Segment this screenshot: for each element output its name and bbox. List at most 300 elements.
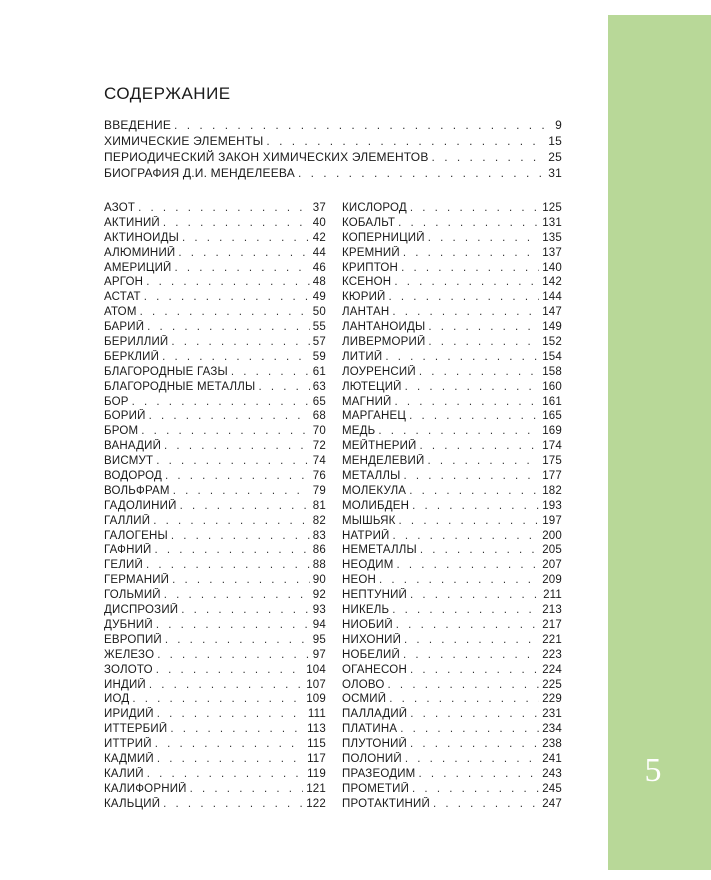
toc-entry-page: 61 <box>312 365 326 378</box>
toc-entry-page: 224 <box>542 663 562 676</box>
toc-entry-page: 247 <box>542 797 562 810</box>
toc-entry-page: 245 <box>542 782 562 795</box>
toc-entry <box>104 663 326 678</box>
toc-entry <box>342 678 562 693</box>
toc-leader-dots <box>157 707 305 722</box>
toc-entry-page: 205 <box>542 544 562 557</box>
toc-entry-page: 161 <box>542 395 562 408</box>
toc-entry <box>104 603 326 618</box>
toc-entry <box>104 166 562 182</box>
toc-entry <box>342 588 562 603</box>
toc-leader-dots <box>156 454 310 469</box>
toc-entry-name: АМЕРИЦИЙ <box>104 261 172 274</box>
toc-leader-dots <box>132 692 303 707</box>
toc-entry <box>104 797 326 812</box>
toc-entry-name: ИТТЕРБИЙ <box>104 723 168 736</box>
toc-entry <box>104 395 326 410</box>
toc-leader-dots <box>379 573 539 588</box>
toc-entry-name: НИКЕЛЬ <box>342 604 390 617</box>
toc-entry <box>104 469 326 484</box>
toc-leader-dots <box>398 216 539 231</box>
toc-entry <box>104 275 326 290</box>
toc-leader-dots <box>404 633 539 648</box>
toc-leader-dots <box>409 409 539 424</box>
toc-entry-page: 90 <box>312 574 326 587</box>
toc-entry-name: АРГОН <box>104 276 144 289</box>
toc-entry-name: АЗОТ <box>104 202 136 214</box>
toc-leader-dots <box>403 246 539 261</box>
toc-entry <box>104 543 326 558</box>
toc-leader-dots <box>171 529 310 544</box>
toc-entry-page: 81 <box>312 499 326 512</box>
toc-entry-page: 92 <box>312 589 326 602</box>
toc-entry <box>342 246 562 261</box>
toc-entry-page: 135 <box>542 231 562 244</box>
toc-entry <box>342 365 562 380</box>
toc-entry-name: ПОЛОНИЙ <box>342 752 402 765</box>
toc-entry-page: 104 <box>306 663 326 676</box>
toc-entry-page: 76 <box>312 470 326 483</box>
toc-entry-name: КАЛИЙ <box>104 767 144 780</box>
toc-entry <box>342 201 562 216</box>
toc-entry <box>104 305 326 320</box>
toc-leader-dots <box>392 603 539 618</box>
toc-entry-page: 158 <box>542 365 562 378</box>
toc-entry <box>104 529 326 544</box>
toc-entry <box>104 335 326 350</box>
toc-entry-page: 182 <box>542 484 562 497</box>
toc-leader-dots <box>385 350 539 365</box>
toc-entry-name: АКТИНОИДЫ <box>104 231 179 244</box>
toc-entry-page: 42 <box>312 231 326 244</box>
toc-entry-page: 113 <box>307 723 326 736</box>
toc-entry <box>104 752 326 767</box>
toc-leader-dots <box>410 588 540 603</box>
toc-entry <box>104 648 326 663</box>
toc-entry-name: БЛАГОРОДНЫЕ МЕТАЛЛЫ <box>104 380 256 393</box>
page-number: 5 <box>644 752 662 789</box>
toc-entry-name: АСТАТ <box>104 291 141 304</box>
side-tab <box>608 15 711 870</box>
toc-leader-dots <box>389 692 539 707</box>
toc-entry-name: МЕТАЛЛЫ <box>342 470 401 483</box>
toc-column-right <box>342 201 562 812</box>
toc-entry <box>104 454 326 469</box>
toc-entry <box>104 514 326 529</box>
toc-entry-name: ДИСПРОЗИЙ <box>104 604 179 617</box>
toc-entry <box>104 409 326 424</box>
toc-entry-name: ГОЛЬМИЙ <box>104 589 161 602</box>
toc-entry-name: ПЕРИОДИЧЕСКИЙ ЗАКОН ХИМИЧЕСКИХ ЭЛЕМЕНТОВ <box>104 149 429 164</box>
toc-leader-dots <box>170 722 304 737</box>
toc-entry-name: НЕПТУНИЙ <box>342 589 408 602</box>
toc-leader-dots <box>410 663 539 678</box>
toc-entry-name: КАЛИФОРНИЙ <box>104 782 187 795</box>
toc-entry-name: ДУБНИЙ <box>104 618 153 631</box>
toc-entry-name: ГАДОЛИНИЙ <box>104 499 177 512</box>
toc-entry-name: МОЛЕКУЛА <box>342 484 407 497</box>
toc-entry-page: 37 <box>312 202 326 214</box>
toc-entry <box>104 365 326 380</box>
toc-entry-page: 111 <box>307 708 326 721</box>
toc-entry-page: 229 <box>542 693 562 706</box>
toc-entry-page: 152 <box>542 336 562 349</box>
toc-leader-dots <box>155 543 310 558</box>
toc-entry-page: 25 <box>548 149 562 164</box>
toc-entry-name: МАРГАНЕЦ <box>342 410 407 423</box>
toc-leader-dots <box>428 320 539 335</box>
toc-leader-dots <box>412 782 539 797</box>
toc-entry-page: 93 <box>312 604 326 617</box>
toc-entry <box>342 395 562 410</box>
toc-entry-name: ВОЛЬФРАМ <box>104 484 170 497</box>
toc-leader-dots <box>174 118 552 134</box>
toc-entry-page: 193 <box>542 499 562 512</box>
toc-entry-name: ГЕЛИЙ <box>104 559 143 572</box>
toc-entry <box>104 231 326 246</box>
toc-leader-dots <box>175 261 310 276</box>
toc-entry <box>104 350 326 365</box>
toc-entry <box>342 707 562 722</box>
toc-entry-page: 149 <box>542 321 562 334</box>
toc-entry-name: КСЕНОН <box>342 276 392 289</box>
toc-entry <box>104 633 326 648</box>
toc-entry <box>342 350 562 365</box>
toc-entry-page: 15 <box>548 133 562 148</box>
toc-leader-dots <box>132 395 310 410</box>
toc-entry-name: НИОБИЙ <box>342 618 393 631</box>
toc-entry-page: 40 <box>312 216 326 229</box>
toc-leader-dots <box>395 395 540 410</box>
toc-entry <box>342 558 562 573</box>
toc-entry-page: 57 <box>312 336 326 349</box>
toc-entry-page: 72 <box>312 440 326 453</box>
toc-entry-page: 147 <box>542 306 562 319</box>
toc-entry <box>342 737 562 752</box>
toc-entry-page: 221 <box>542 633 562 646</box>
toc-entry <box>342 529 562 544</box>
toc-title: СОДЕРЖАНИЕ <box>104 84 231 103</box>
toc-entry <box>104 618 326 633</box>
toc-entry-name: МЕДЬ <box>342 425 376 438</box>
toc-entry-page: 154 <box>542 350 562 363</box>
toc-entry-name: ХИМИЧЕСКИЕ ЭЛЕМЕНТЫ <box>104 133 264 148</box>
toc-entry-name: КОБАЛЬТ <box>342 216 396 229</box>
toc-leader-dots <box>190 782 304 797</box>
main-toc-list <box>104 118 562 182</box>
toc-entry <box>342 648 562 663</box>
toc-entry <box>104 722 326 737</box>
toc-leader-dots <box>428 231 539 246</box>
toc-entry <box>104 118 562 134</box>
toc-leader-dots <box>138 201 310 216</box>
toc-entry-page: 121 <box>306 782 326 795</box>
toc-entry <box>342 305 562 320</box>
toc-leader-dots <box>258 380 309 395</box>
toc-entry <box>342 216 562 231</box>
toc-entry-name: ЛАНТАНОИДЫ <box>342 321 426 334</box>
toc-entry <box>342 722 562 737</box>
toc-entry-name: МЫШЬЯК <box>342 514 396 527</box>
toc-entry-page: 231 <box>542 708 562 721</box>
toc-leader-dots <box>378 424 539 439</box>
toc-leader-dots <box>412 499 539 514</box>
toc-entry-page: 88 <box>312 559 326 572</box>
toc-entry <box>342 409 562 424</box>
toc-entry-page: 48 <box>312 276 326 289</box>
toc-leader-dots <box>418 767 539 782</box>
toc-entry-name: НИХОНИЙ <box>342 633 402 646</box>
toc-entry <box>104 558 326 573</box>
toc-entry-page: 209 <box>542 574 562 587</box>
toc-entry-name: ВВЕДЕНИЕ <box>104 118 172 132</box>
toc-entry-page: 197 <box>542 514 562 527</box>
toc-entry-name: БЛАГОРОДНЫЕ ГАЗЫ <box>104 365 228 378</box>
toc-leader-dots <box>153 514 310 529</box>
toc-entry <box>104 380 326 395</box>
toc-entry <box>342 692 562 707</box>
toc-leader-dots <box>428 335 539 350</box>
toc-leader-dots <box>400 722 539 737</box>
toc-entry-name: ПЛУТОНИЙ <box>342 738 408 751</box>
toc-entry-name: БЕРКЛИЙ <box>104 350 160 363</box>
toc-leader-dots <box>147 767 304 782</box>
toc-entry-page: 140 <box>542 261 562 274</box>
toc-leader-dots <box>144 290 310 305</box>
toc-entry-page: 49 <box>312 291 326 304</box>
toc-entry-name: МОЛИБДЕН <box>342 499 410 512</box>
toc-leader-dots <box>388 678 540 693</box>
toc-entry-name: ЖЕЛЕЗО <box>104 648 155 661</box>
toc-entry-page: 44 <box>312 246 326 259</box>
toc-entry-page: 70 <box>312 425 326 438</box>
toc-leader-dots <box>149 409 310 424</box>
toc-entry-page: 160 <box>542 380 562 393</box>
toc-entry-name: КРИПТОН <box>342 261 399 274</box>
toc-entry-page: 211 <box>543 589 562 602</box>
toc-entry <box>342 424 562 439</box>
toc-entry-name: ГЕРМАНИЙ <box>104 574 170 587</box>
toc-leader-dots <box>156 618 310 633</box>
toc-leader-dots <box>404 469 540 484</box>
toc-entry-name: КАДМИЙ <box>104 752 154 765</box>
toc-entry-name: ЛАНТАН <box>342 306 390 319</box>
toc-entry-page: 217 <box>542 618 562 631</box>
toc-entry-name: ОЛОВО <box>342 678 385 691</box>
toc-entry <box>342 514 562 529</box>
toc-leader-dots <box>164 439 310 454</box>
toc-entry-page: 74 <box>312 455 326 468</box>
toc-entry <box>104 678 326 693</box>
toc-leader-dots <box>405 752 539 767</box>
toc-entry <box>104 484 326 499</box>
toc-entry <box>342 320 562 335</box>
toc-leader-dots <box>392 305 539 320</box>
toc-entry <box>104 588 326 603</box>
toc-entry-name: НЕОДИМ <box>342 559 394 572</box>
toc-entry <box>104 737 326 752</box>
toc-entry <box>342 261 562 276</box>
toc-leader-dots <box>172 573 310 588</box>
toc-entry-name: НОБЕЛИЙ <box>342 648 400 661</box>
toc-leader-dots <box>433 797 539 812</box>
toc-entry-name: ГАФНИЙ <box>104 544 152 557</box>
toc-entry-page: 142 <box>542 276 562 289</box>
toc-leader-dots <box>165 633 310 648</box>
toc-leader-dots <box>146 558 310 573</box>
toc-entry-page: 117 <box>307 752 326 765</box>
toc-leader-dots <box>420 439 540 454</box>
toc-leader-dots <box>231 365 310 380</box>
toc-entry <box>104 692 326 707</box>
toc-leader-dots <box>410 707 539 722</box>
toc-entry-page: 169 <box>542 425 562 438</box>
toc-entry-name: ПРАЗЕОДИМ <box>342 767 416 780</box>
toc-entry-page: 65 <box>312 395 326 408</box>
toc-entry-name: НАТРИЙ <box>342 529 390 542</box>
toc-entry <box>342 618 562 633</box>
toc-entry-name: КРЕМНИЙ <box>342 246 400 259</box>
toc-entry-page: 122 <box>306 797 326 810</box>
toc-entry <box>342 275 562 290</box>
toc-entry-name: АТОМ <box>104 306 137 319</box>
toc-leader-dots <box>401 261 539 276</box>
toc-leader-dots <box>155 737 304 752</box>
toc-entry <box>104 707 326 722</box>
toc-entry-page: 63 <box>312 380 326 393</box>
toc-leader-dots <box>393 529 540 544</box>
toc-entry-page: 234 <box>542 723 562 736</box>
toc-entry <box>342 499 562 514</box>
toc-entry-page: 109 <box>306 693 326 706</box>
toc-entry-page: 223 <box>542 648 562 661</box>
toc-leader-dots <box>394 275 539 290</box>
toc-entry-page: 68 <box>312 410 326 423</box>
toc-entry <box>342 782 562 797</box>
toc-leader-dots <box>147 320 310 335</box>
toc-leader-dots <box>396 618 539 633</box>
toc-entry-name: КЮРИЙ <box>342 291 386 304</box>
toc-leader-dots <box>399 514 540 529</box>
toc-entry-page: 225 <box>542 678 562 691</box>
toc-entry-page: 175 <box>542 455 562 468</box>
toc-entry <box>342 335 562 350</box>
toc-entry <box>104 573 326 588</box>
toc-entry-page: 174 <box>542 440 562 453</box>
toc-entry-name: БЕРИЛЛИЙ <box>104 336 169 349</box>
toc-leader-dots <box>420 543 539 558</box>
toc-entry <box>342 752 562 767</box>
toc-leader-dots <box>298 166 545 182</box>
toc-entry-name: ЛИВЕРМОРИЙ <box>342 336 426 349</box>
toc-entry-page: 119 <box>307 767 326 780</box>
toc-entry-name: БАРИЙ <box>104 321 145 334</box>
toc-entry-name: ИТТРИЙ <box>104 738 152 751</box>
toc-entry-name: БОР <box>104 395 129 408</box>
toc-entry-page: 125 <box>542 202 562 214</box>
toc-entry-page: 144 <box>542 291 562 304</box>
toc-entry <box>104 782 326 797</box>
toc-entry <box>342 380 562 395</box>
toc-leader-dots <box>157 752 304 767</box>
toc-entry <box>104 201 326 216</box>
toc-entry <box>104 424 326 439</box>
toc-entry-name: БОРИЙ <box>104 410 146 423</box>
toc-entry <box>104 216 326 231</box>
toc-entry-page: 213 <box>542 604 562 617</box>
toc-entry-name: ЛОУРЕНСИЙ <box>342 365 416 378</box>
toc-entry-name: ВАНАДИЙ <box>104 440 162 453</box>
toc-entry <box>104 499 326 514</box>
toc-entry <box>342 663 562 678</box>
toc-entry-page: 95 <box>312 633 326 646</box>
toc-leader-dots <box>141 424 310 439</box>
toc-entry-page: 31 <box>548 165 562 180</box>
toc-entry-name: ЕВРОПИЙ <box>104 633 162 646</box>
toc-leader-dots <box>171 335 309 350</box>
toc-entry-name: ГАЛОГЕНЫ <box>104 529 168 542</box>
toc-entry-name: КИСЛОРОД <box>342 202 407 214</box>
toc-leader-dots <box>146 275 310 290</box>
toc-entry-page: 46 <box>312 261 326 274</box>
toc-entry-page: 200 <box>542 529 562 542</box>
toc-entry-page: 9 <box>555 118 562 132</box>
toc-leader-dots <box>409 484 539 499</box>
toc-entry-page: 82 <box>312 514 326 527</box>
toc-entry <box>342 543 562 558</box>
toc-entry-name: ИНДИЙ <box>104 678 146 691</box>
toc-leader-dots <box>405 380 540 395</box>
toc-leader-dots <box>163 216 310 231</box>
toc-entry-name: АЛЮМИНИЙ <box>104 246 176 259</box>
toc-entry-name: НЕМЕТАЛЛЫ <box>342 544 417 557</box>
toc-entry <box>342 469 562 484</box>
toc-entry <box>104 261 326 276</box>
toc-entry <box>342 767 562 782</box>
toc-leader-dots <box>389 290 540 305</box>
toc-entry-name: ЛЮТЕЦИЙ <box>342 380 402 393</box>
toc-entry-name: БИОГРАФИЯ Д.И. МЕНДЕЛЕЕВА <box>104 165 295 180</box>
toc-entry-name: АКТИНИЙ <box>104 216 160 229</box>
toc-leader-dots <box>266 134 545 150</box>
toc-entry <box>342 573 562 588</box>
toc-leader-dots <box>181 603 310 618</box>
toc-entry <box>104 767 326 782</box>
toc-entry <box>342 603 562 618</box>
toc-leader-dots <box>178 246 309 261</box>
toc-entry-name: ЛИТИЙ <box>342 350 383 363</box>
toc-leader-dots <box>180 499 310 514</box>
toc-entry-page: 177 <box>542 470 562 483</box>
toc-entry-name: ОСМИЙ <box>342 693 387 706</box>
toc-entry-name: МЕЙТНЕРИЙ <box>342 440 417 453</box>
toc-entry-name: МЕНДЕЛЕВИЙ <box>342 455 425 468</box>
toc-entry-page: 97 <box>312 648 326 661</box>
toc-leader-dots <box>410 737 539 752</box>
toc-column-left <box>104 201 326 812</box>
toc-entry-page: 79 <box>312 484 326 497</box>
toc-entry-page: 86 <box>312 544 326 557</box>
toc-leader-dots <box>397 558 540 573</box>
toc-entry <box>342 454 562 469</box>
toc-leader-dots <box>419 365 539 380</box>
toc-entry-page: 83 <box>312 529 326 542</box>
toc-entry-name: МАГНИЙ <box>342 395 392 408</box>
toc-entry-name: КОПЕРНИЦИЙ <box>342 231 425 244</box>
toc-entry <box>104 246 326 261</box>
toc-entry-page: 94 <box>312 618 326 631</box>
toc-leader-dots <box>149 678 303 693</box>
